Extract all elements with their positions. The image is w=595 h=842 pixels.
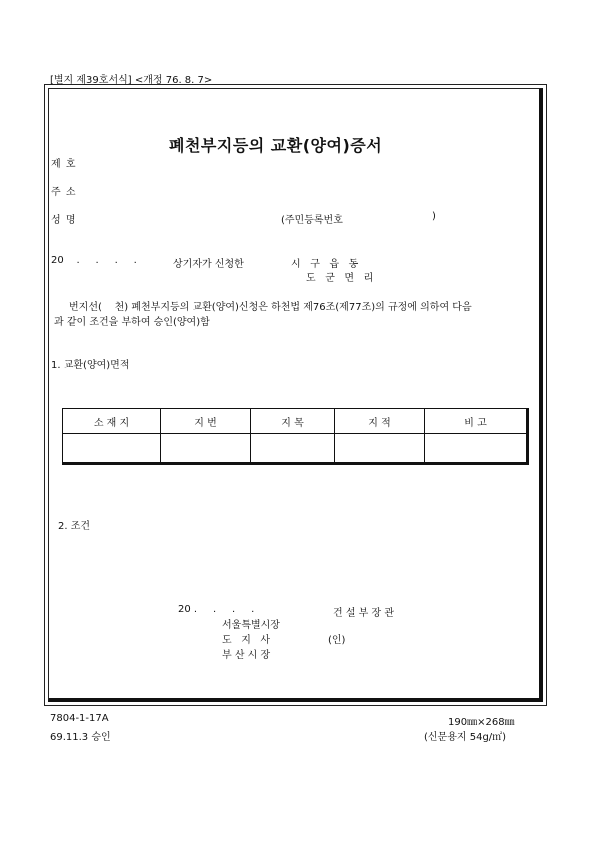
table-cell [63,434,161,464]
table-cell [425,434,528,464]
seal-mark: (인) [328,635,346,646]
paper-type: (신문용지 54g/㎡) [424,732,507,743]
column-lot-number: 지 번 [161,409,251,434]
column-remarks: 비 고 [425,409,528,434]
governor-title: 도 지 사 [222,635,271,646]
table-header-row [63,409,528,434]
admin-units-upper: 시 구 읍 동 [291,259,359,270]
body-text-line-2: 과 같이 조건을 부하여 승인(양여)함 [54,317,210,328]
section-1-heading: 1. 교환(양여)면적 [51,360,130,371]
approval-date: 69.11.3 승인 [50,732,111,743]
applicant-text: 상기자가 신청한 [173,259,244,270]
address-label: 주 소 [51,187,77,198]
admin-units-lower: 도 군 면 리 [306,273,374,284]
form-inner-frame [48,88,543,702]
column-location: 소 재 지 [63,409,161,434]
number-label: 제 호 [51,159,77,170]
form-border [44,84,547,706]
table-cell [251,434,335,464]
table-cell [161,434,251,464]
name-label: 성 명 [51,215,77,226]
resident-number-label: (주민등록번호 [281,215,343,226]
minister-title: 건 설 부 장 관 [333,608,395,619]
table-row [63,434,528,464]
column-land-category: 지 목 [251,409,335,434]
form-code: 7804-1-17A [50,713,109,724]
paper-size: 190㎜×268㎜ [448,717,515,728]
table-cell [335,434,425,464]
busan-mayor-title: 부 산 시 장 [222,650,271,661]
resident-number-close: ) [432,211,436,222]
area-table [62,408,529,465]
body-text-line-1: 번지선( 천) 폐천부지등의 교환(양여)신청은 하천법 제76조(제77조)의 규정에 의하여 다음 [69,302,472,313]
section-2-heading: 2. 조건 [58,521,91,532]
form-reference: [별지 제39호서식] <개정 76. 8. 7> [50,75,213,86]
seoul-mayor-title: 서울특별시장 [222,620,280,631]
column-area: 지 적 [335,409,425,434]
document-title: 폐천부지등의 교환(양여)증서 [169,136,383,155]
date-blank: 20 . . . . [51,255,137,266]
signature-date: 20 . . . . [178,604,255,615]
